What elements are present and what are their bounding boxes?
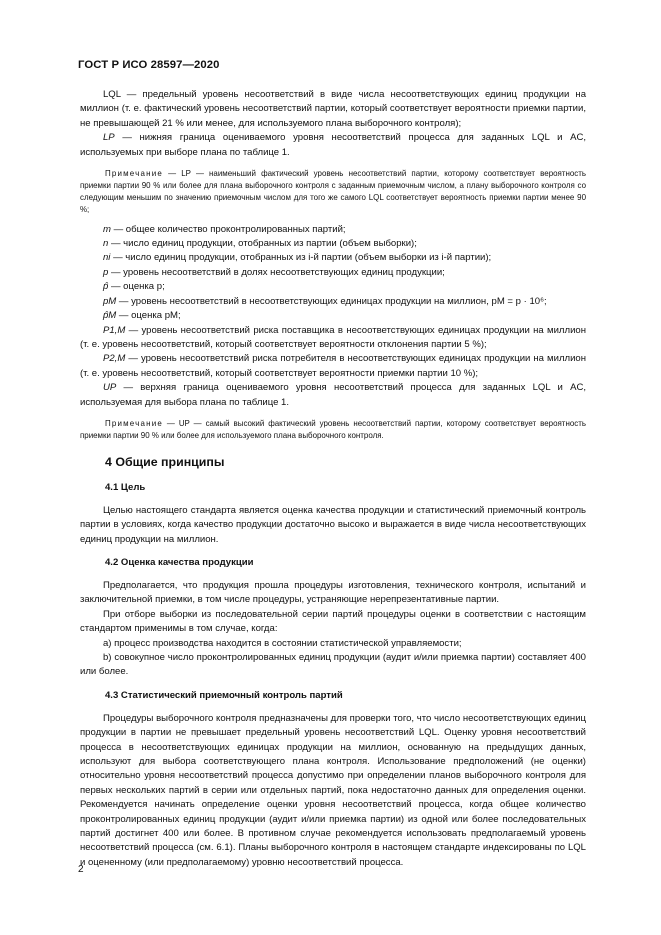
note-text: — UP — самый высокий фактический уровень несоответствий партии, которому соответствует вероятность приемки партии 90 % или более для используемого плана выборочного контроля. [80, 418, 586, 440]
def-ni [80, 251, 586, 265]
section-4-2-item-a: а) процесс производства находится в состоянии статистической управляемости; [103, 637, 462, 649]
def-m [80, 223, 586, 237]
section-4-1-text: Целью настоящего стандарта является оценка качества продукции и статистический приемочный контроль партии в условиях, когда качество продукции достаточно высоко и выражается в виде числа несоответствующих единиц продукции на миллион. [80, 504, 586, 545]
def-p-hat [80, 280, 586, 294]
def-p2m [80, 352, 586, 381]
def-text: — уровень несоответствий в долях несоответствующих единиц продукции; [108, 266, 445, 278]
section-4-2-heading: 4.2 Оценка качества продукции [105, 556, 254, 568]
section-4-3-text: Процедуры выборочного контроля предназначены для проверки того, что число несоответствующих единиц продукции в партии не превышает предельный уровень несоответствий LQL. Оценку уровня несоответствий процесса в несоответствующих единицах продукции на миллион, основанную на предыдущих данных, используют для выбора соответствующего плана контроля. Использование предположений (не оценки) относительно уровня несоответствий процесса допустимо при определении планов выборочного контроля для первых нескольких партий в серии или отдельных партий, пока недостаточно данных для определения оценки. Рекомендуется начинать определение оценки уровня несоответствий процесса, когда общее количество проконтролированных единиц продукции (аудит и/или приемка партии) из одной или более последовательных партий достигнет 400 или более. В противном случае рекомендуется использовать предполагаемый уровень несоответствий процесса (см. 6.1). Планы выборочного контроля в настоящем стандарте индексированы по LQL и оцененному (или предполагаемому) уровню несоответствий процесса. [80, 712, 586, 868]
def-symbol: m [103, 223, 111, 235]
def-text: — верхняя граница оцениваемого уровня несоответствий процесса для заданных LQL и AC, используемая для выбора плана по таблице 1. [80, 382, 586, 408]
def-up [80, 381, 586, 410]
def-symbol: P1,M [103, 324, 126, 336]
def-symbol: UP [103, 382, 117, 394]
def-p1m [80, 324, 586, 353]
def-symbol: LP [103, 132, 115, 144]
def-text: — нижняя граница оцениваемого уровня несоответствий процесса для заданных LQL и AC, используемых при выборе плана по таблице 1. [80, 132, 586, 158]
def-lp [80, 131, 586, 160]
def-text: — уровень несоответствий в несоответствующих единицах продукции на миллион, pM = p · 10⁶; [116, 295, 547, 307]
def-symbol: p̂ [103, 281, 109, 293]
def-text: — число единиц продукции, отобранных из i-й партии (объем выборки из i-й партии); [110, 252, 492, 264]
section-4-2-item-b: b) совокупное число проконтролированных единиц продукции (аудит и/или приемка партии) составляет 400 или более. [80, 652, 586, 678]
page-content [80, 88, 586, 870]
section-4-2-para-2: При отборе выборки из последовательной серии партий процедуры оценки в соответствии с настоящим стандартом применимы в том случае, когда: [80, 608, 586, 635]
def-text: — число единиц продукции, отобранных из партии (объем выборки); [108, 238, 417, 250]
def-text: — уровень несоответствий риска потребителя в несоответствующих единицах продукции на миллион (т. е. уровень несоответствий, который соответствует вероятности приемки партии 10 %); [80, 353, 586, 379]
page-number: 2 [78, 864, 84, 875]
def-symbol: ni [103, 252, 111, 264]
standard-header: ГОСТ Р ИСО 28597—2020 [78, 59, 220, 71]
def-symbol: P2,M [103, 353, 126, 365]
note-up [80, 418, 586, 442]
def-symbol: p̂M [103, 310, 117, 322]
def-symbol: LQL [103, 89, 121, 100]
note-text: — LP — наименьший фактический уровень несоответствий партии, которому соответствует вероятность приемки партии 90 % или более для плана выборочного контроля с заданным приемочным числом, а плану выборочного контроля со следующим меньшим по значению приемочным числом для того же самого LQL соответствует вероятность приемки партии менее 90 %; [80, 169, 586, 214]
def-text: — общее количество проконтролированных партий; [110, 223, 346, 235]
def-lql [80, 88, 586, 131]
def-n [80, 237, 586, 251]
note-label: Примечание [105, 169, 163, 179]
note-label: Примечание [105, 418, 163, 428]
def-pm [80, 295, 586, 309]
def-symbol: pM [103, 295, 117, 307]
def-text: — оценка p; [108, 281, 165, 293]
def-text: — предельный уровень несоответствий в виде числа несоответствующих единиц продукции на миллион (т. е. фактический уровень несоответствий партии, который соответствует вероятности приемки партии, не превышающей 21 % или менее, для используемого плана выборочного контроля); [80, 89, 586, 129]
def-text: — оценка pM; [116, 310, 181, 322]
section-4-3-heading: 4.3 Статистический приемочный контроль партий [105, 689, 343, 701]
section-4-2-para-1: Предполагается, что продукция прошла процедуры изготовления, технического контроля, испытаний и заключительной приемки, в том числе процедуры, устраняющие нерепрезентативные партии. [80, 579, 586, 606]
def-symbol: p [103, 266, 109, 278]
def-p [80, 266, 586, 280]
section-4-heading: 4 Общие принципы [105, 454, 225, 469]
section-4-1-heading: 4.1 Цель [105, 481, 146, 493]
def-pm-hat [80, 309, 586, 323]
def-symbol: n [103, 238, 109, 250]
def-text: — уровень несоответствий риска поставщика в несоответствующих единицах продукции на миллион (т. е. уровень несоответствий, который соответствует вероятности отклонения партии 5 %); [80, 324, 586, 350]
note-lp [80, 168, 586, 216]
